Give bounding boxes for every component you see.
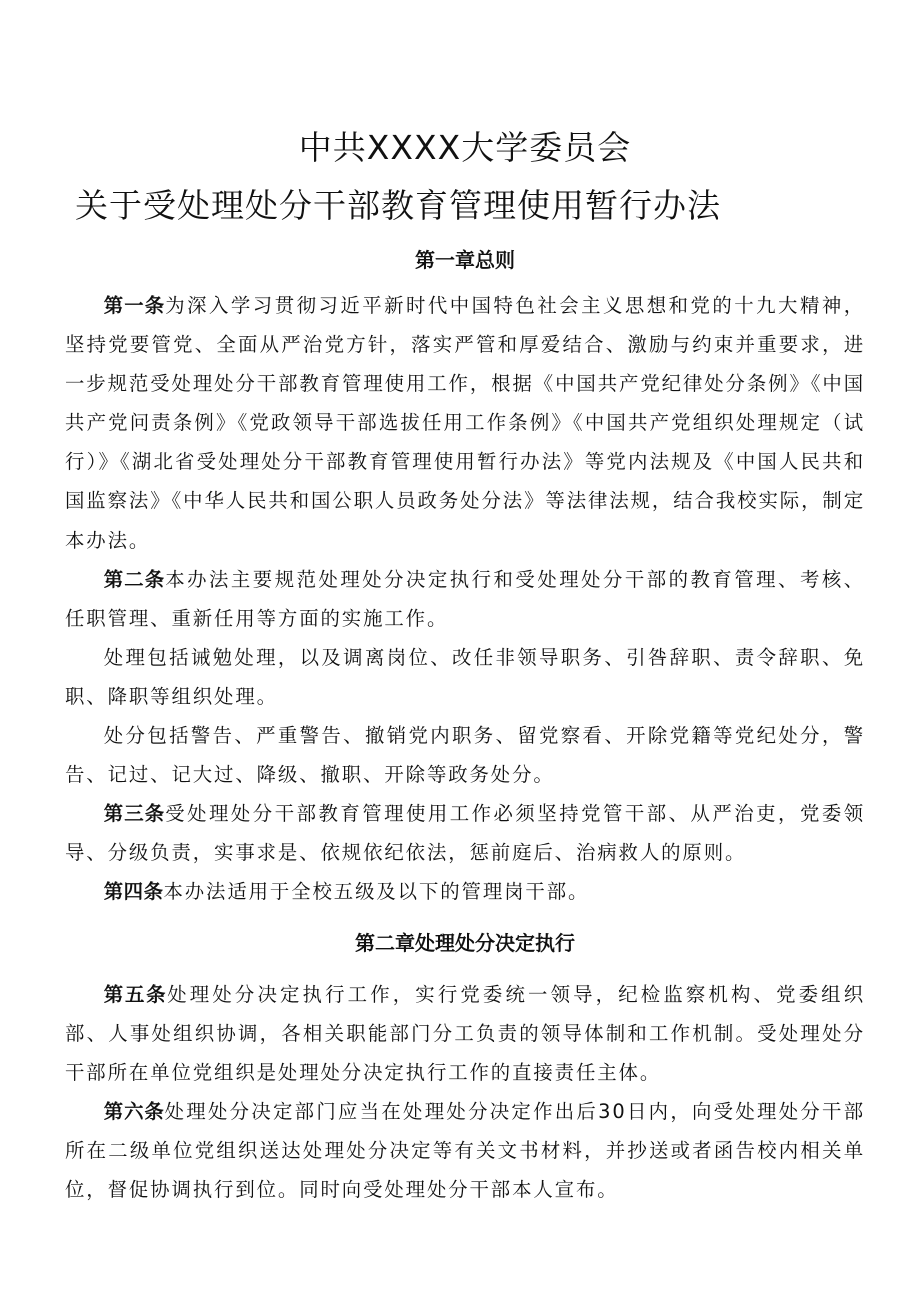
- article-text: 处理包括诫勉处理，以及调离岗位、改任非领导职务、引咎辞职、责令辞职、免职、降职等组织处理。: [65, 645, 865, 708]
- article-paragraph: [65, 560, 865, 638]
- article-paragraph: [65, 638, 865, 716]
- article-paragraph: [65, 794, 865, 872]
- chapter-2-body: [65, 975, 865, 1210]
- article-paragraph: [65, 1092, 865, 1209]
- article-text: 本办法主要规范处理处分决定执行和受处理处分干部的教育管理、考核、任职管理、重新任用等方面的实施工作。: [65, 567, 865, 630]
- article-number: 第五条: [103, 983, 168, 1006]
- article-text: 为深入学习贯彻习近平新时代中国特色社会主义思想和党的十九大精神，坚持党要管党、全面从严治党方针，落实严管和厚爱结合、激励与约束并重要求，进一步规范受处理处分干部教育管理使用工作，根据《中国共产党纪律处分条例》《中国共产党问责条例》《党政领导干部选拔任用工作条例》《中国共产党组织处理规定（试行）》《湖北省受处理处分干部教育管理使用暂行办法》等党内法规及《中国人民共和国监察法》《中华人民共和国公职人员政务处分法》等法律法规，结合我校实际，制定本办法。: [65, 294, 865, 552]
- chapter-1-body: [65, 286, 865, 912]
- article-paragraph: [65, 872, 865, 911]
- chapter-heading-2: 第二章处理处分决定执行: [355, 931, 575, 955]
- article-number: 第二条: [103, 567, 166, 591]
- article-number: 第四条: [103, 880, 164, 904]
- article-paragraph: [65, 286, 865, 560]
- article-text: 本办法适用于全校五级及以下的管理岗干部。: [163, 880, 590, 904]
- document-title-line-1: 中共XXXX大学委员会: [298, 128, 632, 167]
- article-text: 处分包括警告、严重警告、撤销党内职务、留党察看、开除党籍等党纪处分，警告、记过、记大过、降级、撤职、开除等政务处分。: [65, 724, 865, 787]
- article-text: 处理处分决定执行工作，实行党委统一领导，纪检监察机构、党委组织部、人事处组织协调，各相关职能部门分工负责的领导体制和工作机制。受处理处分干部所在单位党组织是处理处分决定执行工作的直接责任主体。: [65, 983, 865, 1085]
- article-number: 第一条: [103, 294, 166, 317]
- chapter-heading-1: 第一章总则: [415, 248, 515, 272]
- article-text: 处理处分决定部门应当在处理处分决定作出后30日内，向受处理处分干部所在二级单位党组织送达处理处分决定等有关文书材料，并抄送或者函告校内相关单位，督促协调执行到位。同时向受处理处分干部本人宣布。: [65, 1100, 866, 1202]
- article-number: 第六条: [103, 1100, 165, 1124]
- document-title-line-2: 关于受处理处分干部教育管理使用暂行办法: [75, 186, 721, 225]
- article-number: 第三条: [103, 802, 166, 826]
- article-paragraph: [65, 716, 865, 794]
- article-paragraph: [65, 975, 865, 1092]
- article-text: 受处理处分干部教育管理使用工作必须坚持党管干部、从严治吏，党委领导、分级负责，实事求是、依规依纪依法，惩前庭后、治病救人的原则。: [65, 802, 865, 865]
